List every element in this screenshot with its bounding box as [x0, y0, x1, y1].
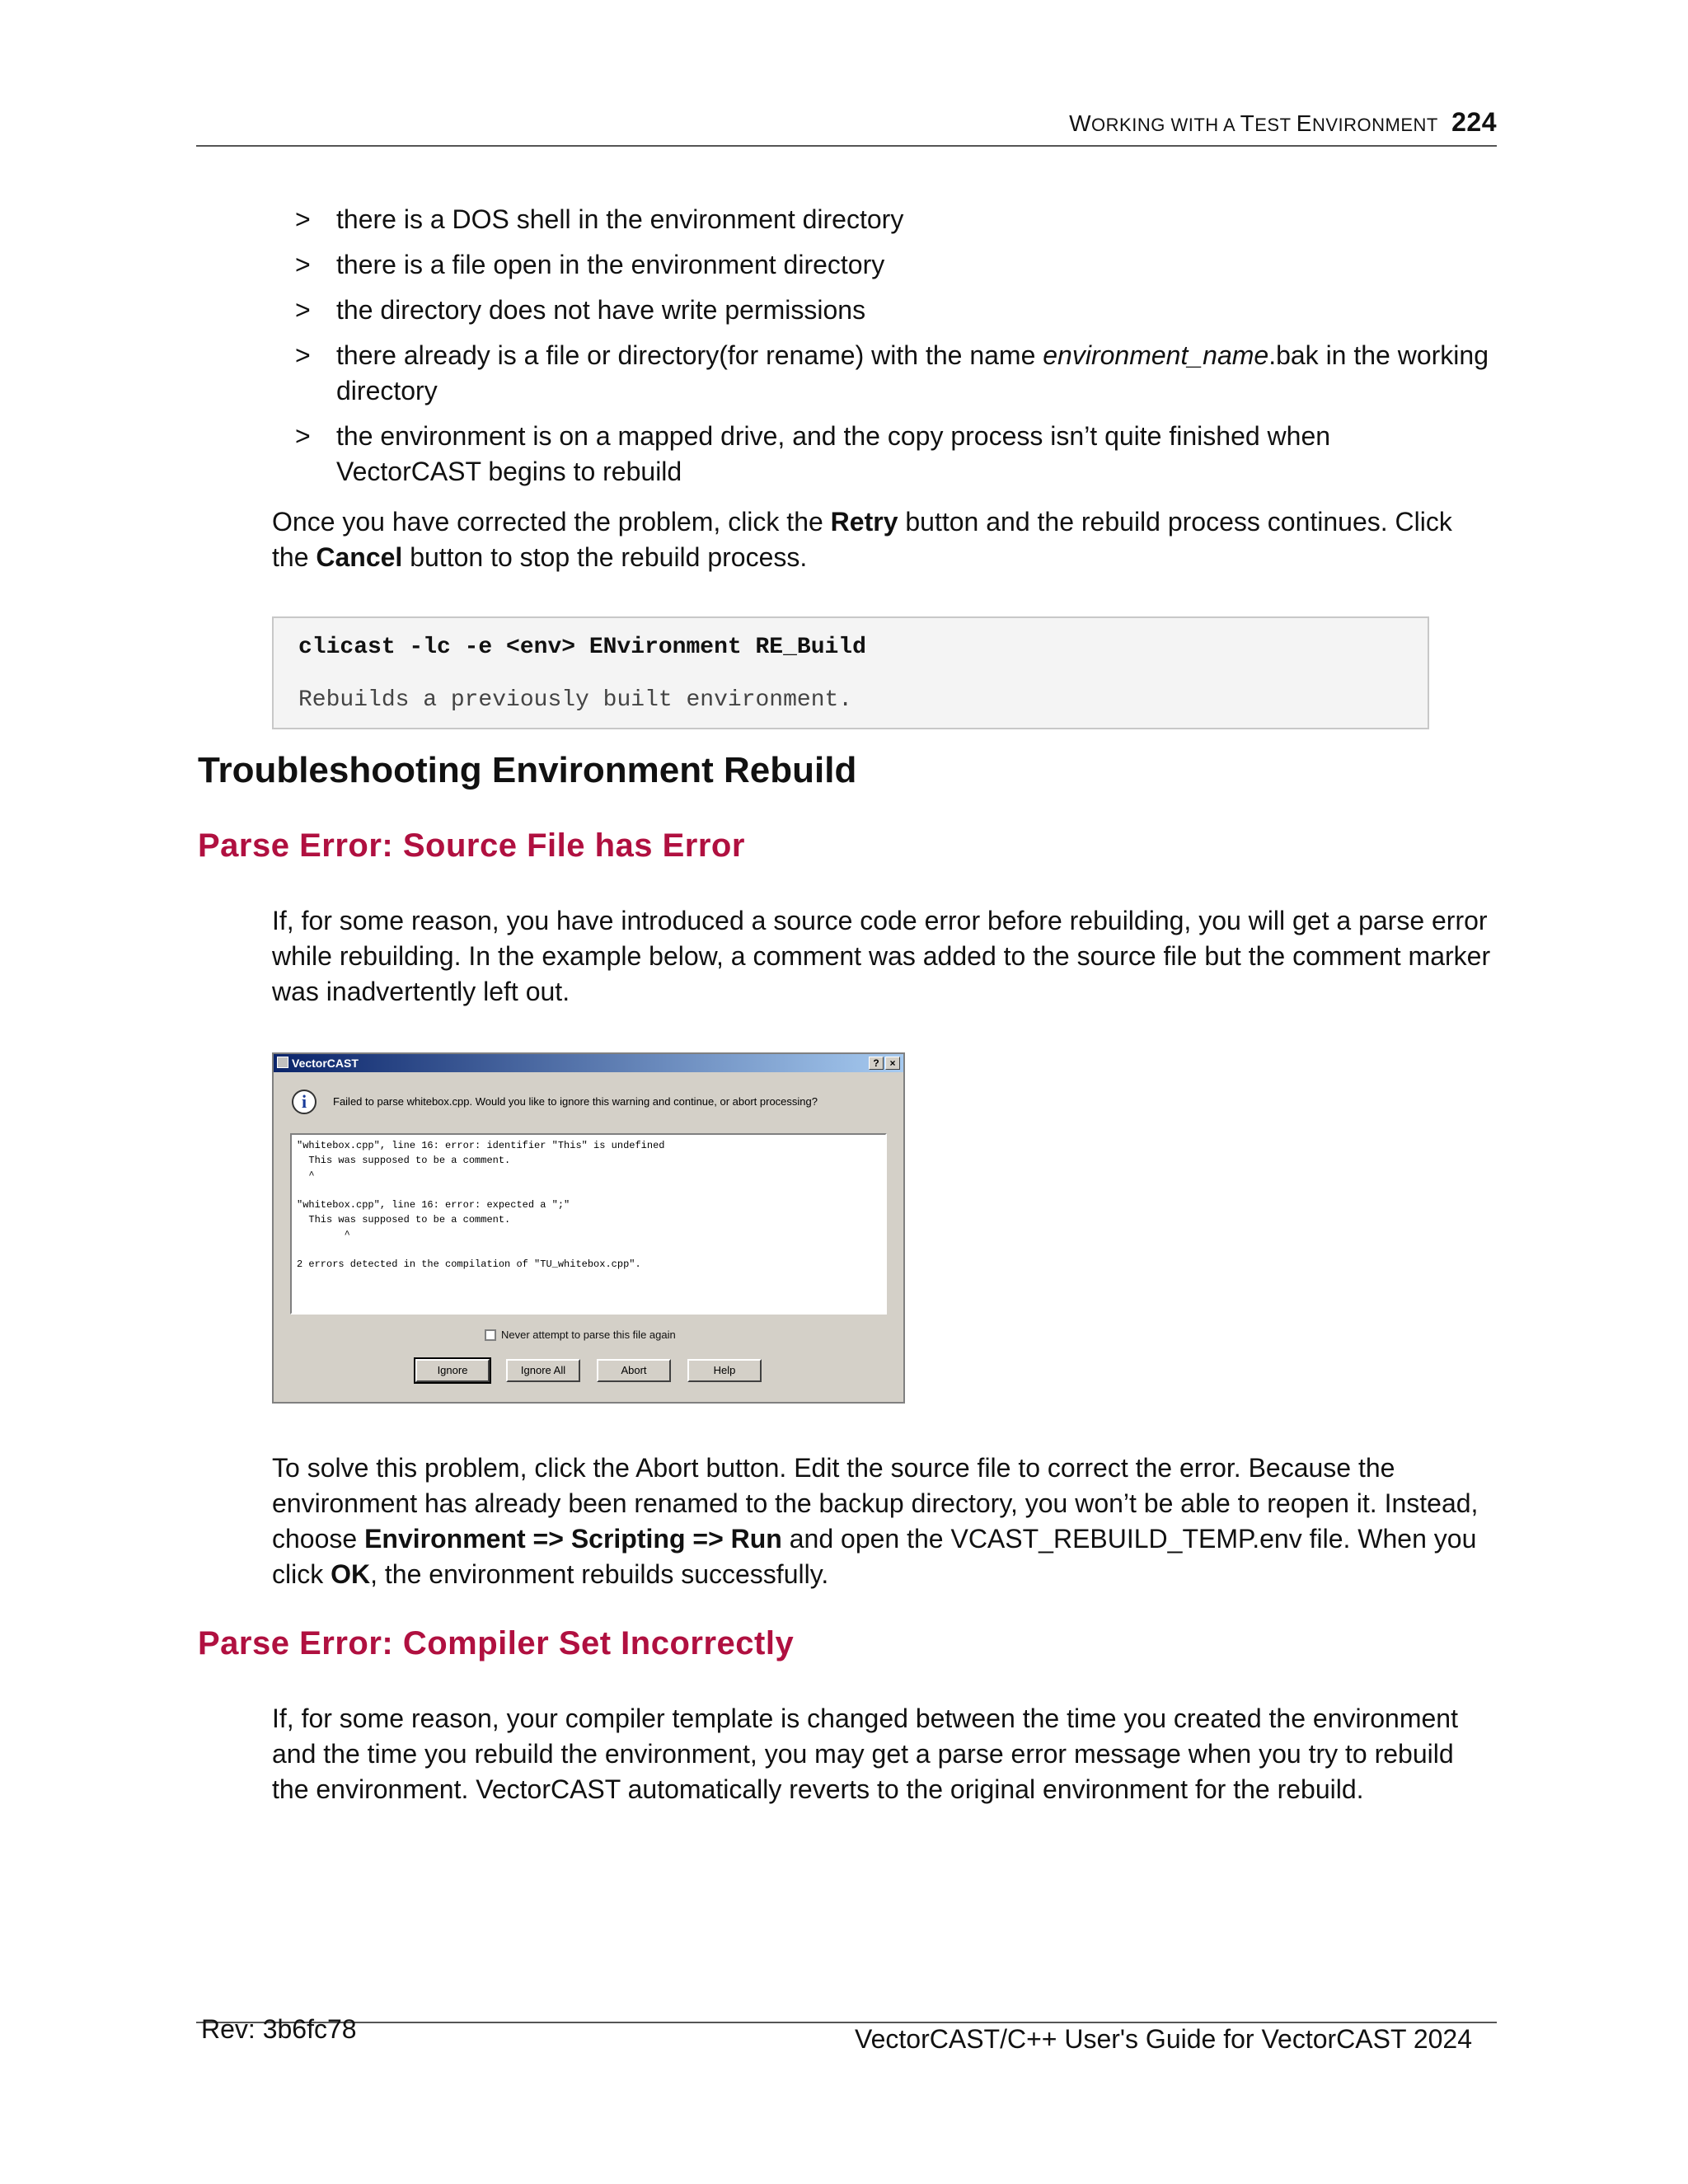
list-item-text: the directory does not have write permissions — [336, 295, 866, 325]
list-item-text: there is a DOS shell in the environment directory — [336, 204, 904, 234]
header-smallcaps: NVIRONMENT — [1311, 115, 1438, 135]
info-icon: i — [292, 1090, 316, 1114]
ignore-button[interactable]: Ignore — [415, 1359, 490, 1382]
para-text: , the environment rebuilds successfully. — [370, 1559, 829, 1589]
close-icon[interactable]: × — [885, 1057, 900, 1070]
list-item-text: .bak in the working directory — [336, 340, 1489, 405]
code-command: clicast -lc -e <env> ENvironment RE_Build — [298, 635, 866, 660]
list-item-text: there already is a file or directory(for rename) with the name — [336, 340, 1043, 370]
para-text: button to stop the rebuild process. — [402, 542, 808, 572]
list-item — [295, 419, 1498, 490]
list-item-text: the environment is on a mapped drive, and the copy process isn’t quite finished when VectorCAST begins to rebuild — [336, 421, 1331, 486]
para-text: and open the VCAST_REBUILD_TEMP.env file. When you click — [272, 1524, 1477, 1589]
bullet-marker: > — [295, 421, 311, 451]
subsection-title: Parse Error: Source File has Error — [198, 827, 745, 864]
code-description: Rebuilds a previously built environment. — [298, 687, 853, 713]
help-icon[interactable]: ? — [869, 1057, 884, 1070]
solve-paragraph — [272, 1451, 1500, 1592]
help-button[interactable]: Help — [687, 1359, 762, 1382]
bullet-marker: > — [295, 204, 311, 234]
header-smallcaps: EST — [1254, 115, 1296, 135]
never-parse-checkbox[interactable] — [485, 1329, 496, 1341]
menu-path: Environment => Scripting => Run — [364, 1524, 782, 1554]
para-text: button and the rebuild process continues. Click the — [272, 507, 1452, 572]
ignore-all-button[interactable]: Ignore All — [506, 1359, 580, 1382]
header-title — [1069, 110, 1445, 136]
bullet-marker: > — [295, 340, 311, 370]
retry-keyword: Retry — [830, 507, 898, 537]
header-cap: W — [1069, 110, 1092, 136]
header-cap: T — [1240, 110, 1255, 136]
footer-revision: Rev: 3b6fc78 — [201, 2014, 357, 2044]
parse-error-dialog — [272, 1052, 905, 1404]
error-output[interactable]: "whitebox.cpp", line 16: error: identifier "This" is undefined This was supposed to be a comment. ^ "whitebox.cpp", line 16: error: expected a ";" This was supposed to be a comment. ^ 2 errors detected in the compilation of "TU_whitebox.cpp". — [290, 1133, 887, 1315]
list-item-italic: environment_name — [1043, 340, 1269, 370]
list-item — [295, 202, 1498, 237]
dialog-title: VectorCAST — [292, 1057, 359, 1070]
dialog-message: Failed to parse whitebox.cpp. Would you like to ignore this warning and continue, or abort processing? — [333, 1095, 818, 1108]
list-item — [295, 293, 1498, 328]
bullet-list — [295, 202, 1498, 499]
abort-button[interactable]: Abort — [597, 1359, 671, 1382]
para-text: To solve this problem, click the Abort button. Edit the source file to correct the error. Because the environment has already been renamed to the backup directory, you won’t be able to reopen it. Instead, choose — [272, 1453, 1479, 1554]
subsection-title: Parse Error: Compiler Set Incorrectly — [198, 1625, 795, 1661]
ok-keyword: OK — [331, 1559, 371, 1589]
bullet-marker: > — [295, 295, 311, 325]
paragraph: If, for some reason, your compiler template is changed between the time you created the environment and the time you rebuild the environment, you may get a parse error message when you try to rebuild the environment. VectorCAST automatically reverts to the original environment for the rebuild. — [272, 1704, 1458, 1804]
header-smallcaps: ORKING WITH A — [1091, 115, 1240, 135]
paragraph: If, for some reason, you have introduced a source code error before rebuilding, you will get a parse error while rebuilding. In the example below, a comment was added to the source file but the comment marker was inadvertently left out. — [272, 906, 1491, 1006]
bullet-marker: > — [295, 250, 311, 279]
dialog-titlebar — [274, 1054, 903, 1072]
footer-divider — [196, 2022, 1497, 2023]
cancel-keyword: Cancel — [316, 542, 403, 572]
retry-paragraph — [272, 504, 1492, 575]
header-divider — [196, 145, 1497, 147]
header-cap: E — [1296, 110, 1312, 136]
page-number: 224 — [1451, 107, 1497, 137]
footer-guide-title: VectorCAST/C++ User's Guide for VectorCAST 2024 — [855, 2024, 1472, 2054]
app-icon — [277, 1057, 288, 1068]
running-header — [1069, 107, 1497, 138]
list-item — [295, 338, 1498, 409]
checkbox-label: Never attempt to parse this file again — [501, 1329, 676, 1341]
code-block — [272, 616, 1429, 729]
list-item-text: there is a file open in the environment directory — [336, 250, 885, 279]
para-text: Once you have corrected the problem, click the — [272, 507, 831, 537]
list-item — [295, 247, 1498, 283]
section-title: Troubleshooting Environment Rebuild — [198, 750, 857, 790]
